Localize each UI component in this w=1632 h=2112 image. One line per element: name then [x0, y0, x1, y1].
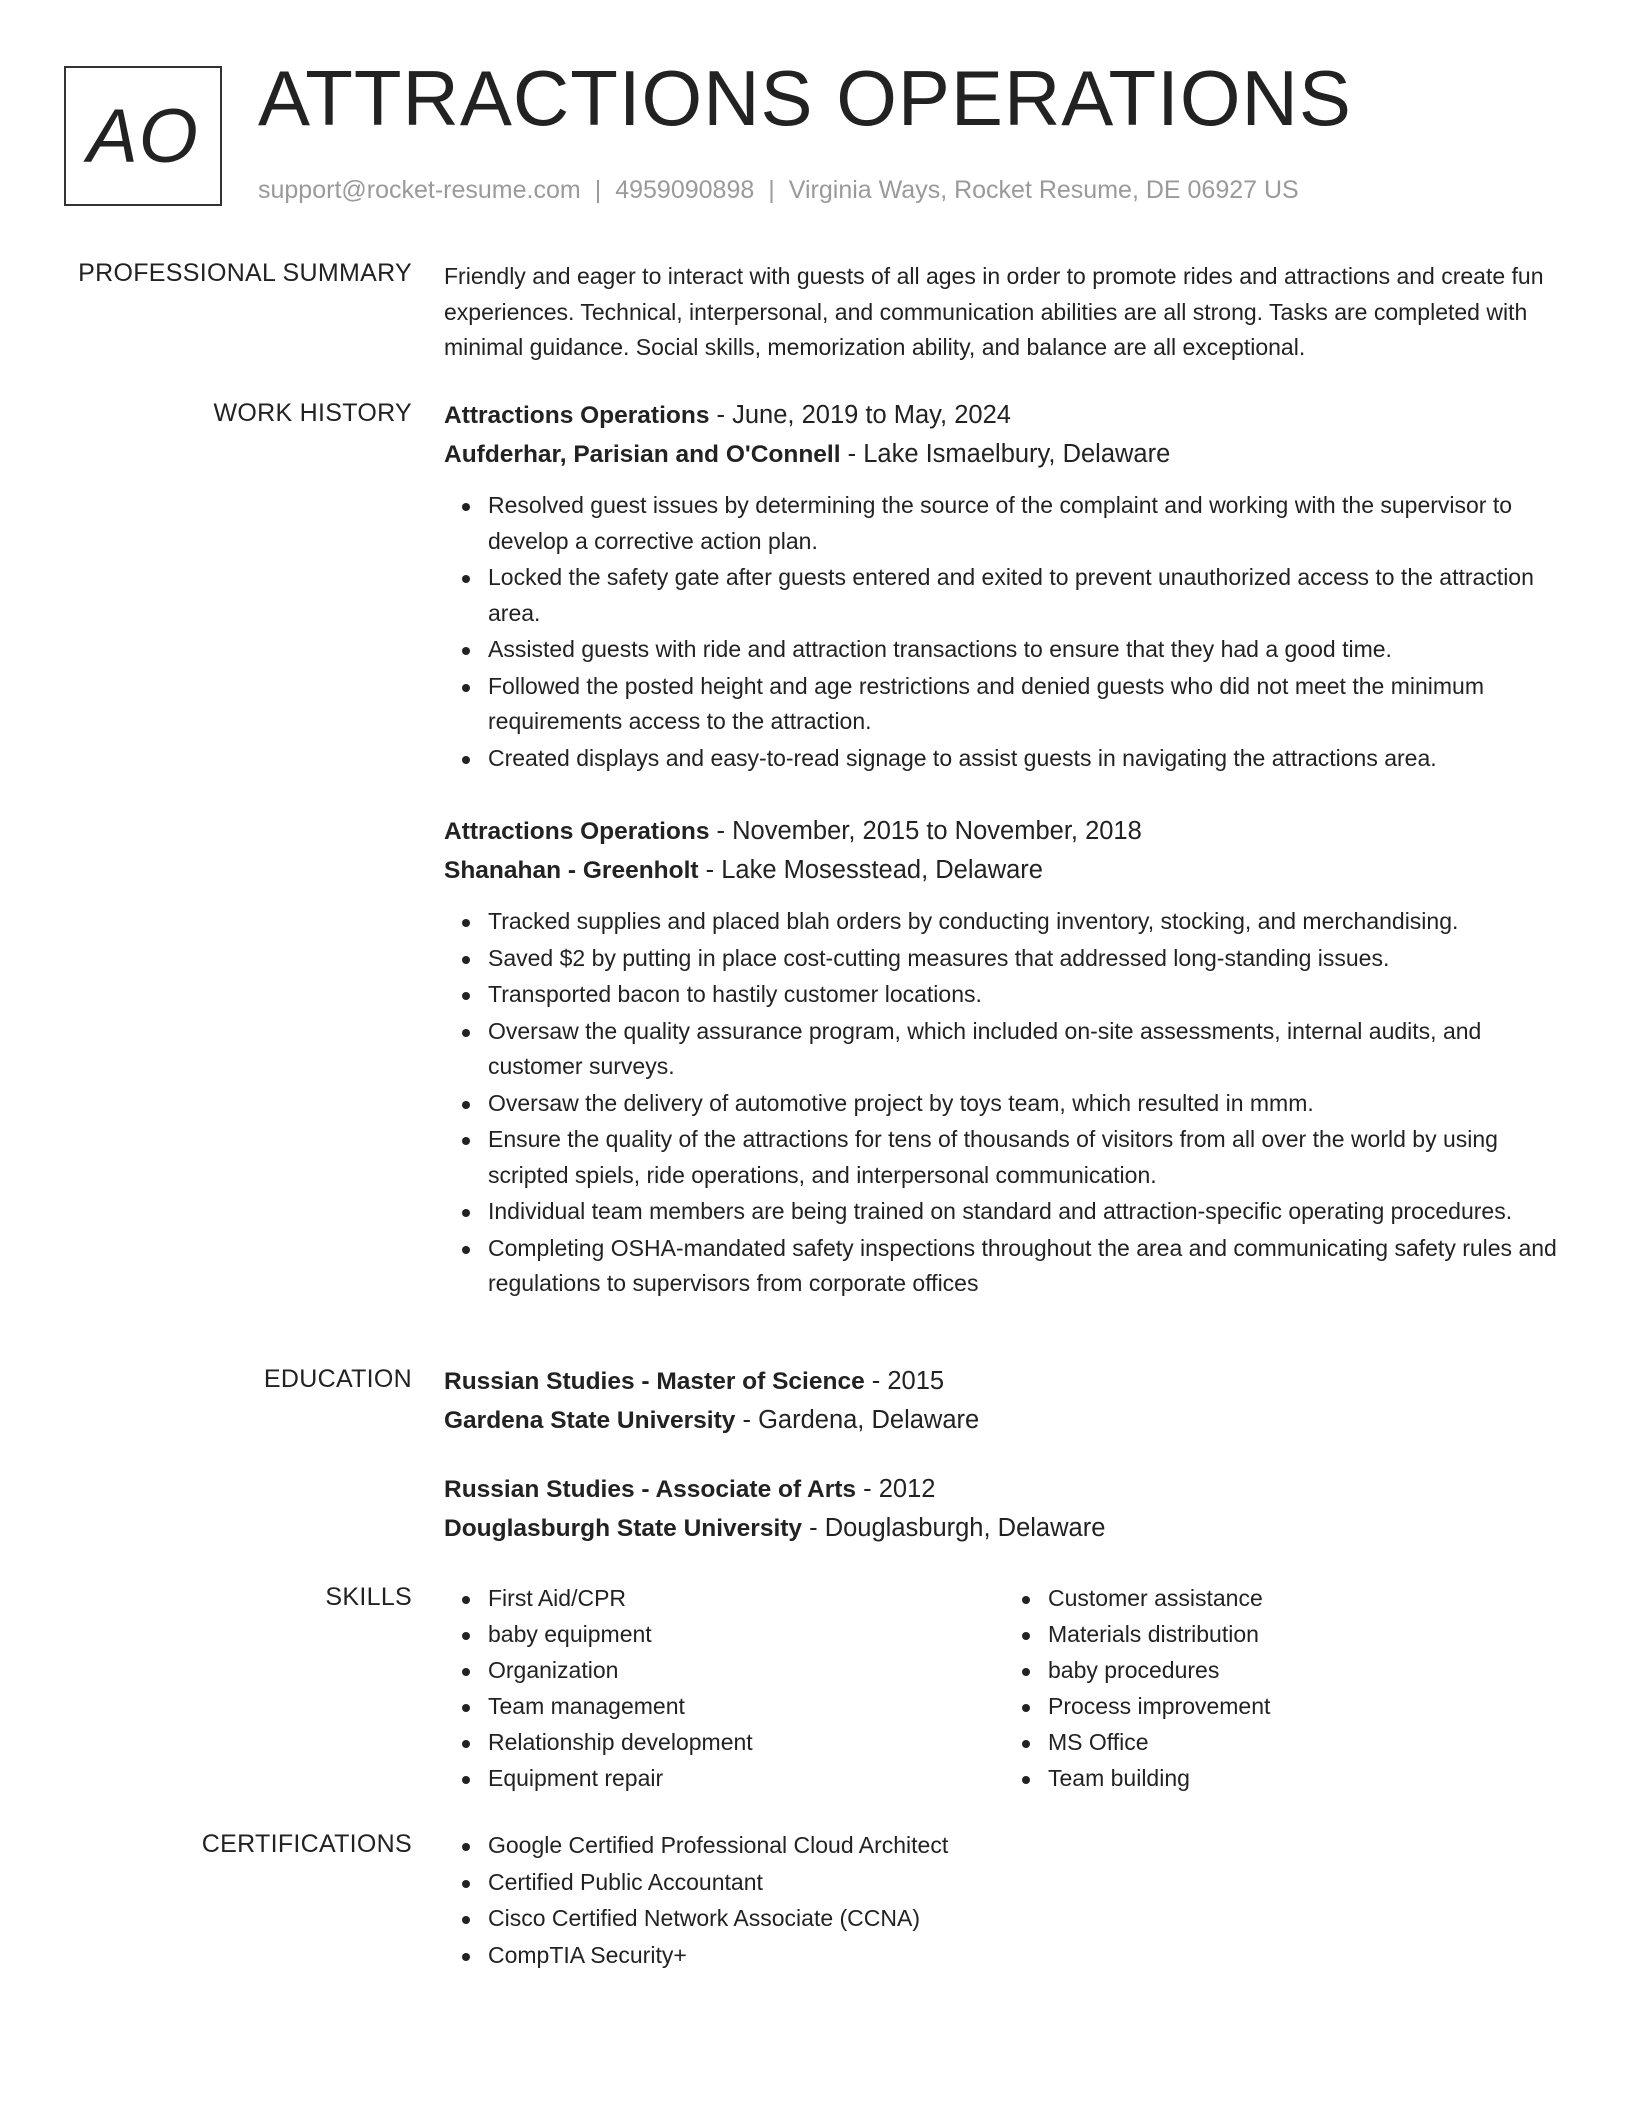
education-degree: Russian Studies - Master of Science [444, 1368, 865, 1395]
contact-line [258, 172, 1299, 208]
section-title-work-history: WORK HISTORY [213, 399, 412, 427]
skill-item: Equipment repair [488, 1761, 1004, 1797]
education-year: - 2012 [856, 1475, 936, 1503]
job-title-line [444, 812, 1564, 851]
education-list [444, 1362, 1564, 1548]
job-bullet-item: Assisted guests with ride and attraction transactions to ensure that they had a good time. [488, 632, 1564, 668]
contact-email[interactable]: support@rocket-resume.com [258, 176, 581, 204]
section-title-summary: PROFESSIONAL SUMMARY [78, 259, 412, 287]
skills-list-left [444, 1581, 1004, 1797]
job-location: - Lake Mosesstead, Delaware [698, 856, 1043, 884]
certification-item: Google Certified Professional Cloud Architect [488, 1828, 1564, 1864]
skills-list-right [1004, 1581, 1564, 1797]
job-bullet-item: Created displays and easy-to-read signage to assist guests in navigating the attractions area. [488, 741, 1564, 777]
skill-item: First Aid/CPR [488, 1581, 1004, 1617]
job-bullet-item: Ensure the quality of the attractions for tens of thousands of visitors from all over the world by using scripted spiels, ride operations, and interpersonal communication. [488, 1122, 1564, 1193]
page-title: ATTRACTIONS OPERATIONS [258, 54, 1352, 142]
job-company: Aufderhar, Parisian and O'Connell [444, 441, 841, 468]
section-title-skills: SKILLS [325, 1583, 412, 1611]
contact-separator: | [594, 176, 602, 204]
skill-item: Process improvement [1048, 1689, 1564, 1725]
job-dates: - November, 2015 to November, 2018 [709, 817, 1142, 845]
contact-phone[interactable]: 4959090898 [615, 176, 755, 204]
monogram-logo: AO [64, 66, 222, 206]
education-degree: Russian Studies - Associate of Arts [444, 1476, 857, 1503]
skill-item: MS Office [1048, 1725, 1564, 1761]
job-bullets [444, 488, 1564, 776]
job-bullets [444, 904, 1564, 1302]
job-bullet-item: Followed the posted height and age restrictions and denied guests who did not meet the minimum requirements access to the attraction. [488, 669, 1564, 740]
education-degree-line [444, 1362, 1564, 1401]
section-title-certifications: CERTIFICATIONS [201, 1830, 412, 1858]
job-dates: - June, 2019 to May, 2024 [709, 401, 1011, 429]
skill-item: Team building [1048, 1761, 1564, 1797]
job-bullet-item: Transported bacon to hastily customer locations. [488, 977, 1564, 1013]
contact-address: Virginia Ways, Rocket Resume, DE 06927 US [788, 176, 1299, 204]
education-entry [444, 1470, 1564, 1548]
job-bullet-item: Oversaw the delivery of automotive project by toys team, which resulted in mmm. [488, 1086, 1564, 1122]
skill-item: Team management [488, 1689, 1004, 1725]
contact-separator: | [768, 176, 775, 204]
job-role: Attractions Operations [444, 402, 710, 429]
education-location: - Gardena, Delaware [735, 1406, 980, 1434]
skill-item: baby equipment [488, 1617, 1004, 1653]
summary-text: Friendly and eager to interact with guests of all ages in order to promote rides and attractions and create fun experiences. Technical, interpersonal, and communication abilities are all strong. Tasks are completed with minimal guidance. Social skills, memorization ability, and balance are all exceptional. [444, 263, 1544, 360]
education-school-line [444, 1401, 1564, 1440]
job-bullet-item: Completing OSHA-mandated safety inspections throughout the area and communicating safety rules and regulations to supervisors from corporate offices [488, 1231, 1564, 1302]
job-entry [444, 396, 1564, 776]
education-school: Douglasburgh State University [444, 1515, 803, 1542]
job-bullet-item: Resolved guest issues by determining the source of the complaint and working with the supervisor to develop a corrective action plan. [488, 488, 1564, 559]
skill-item: baby procedures [1048, 1653, 1564, 1689]
education-degree-line [444, 1470, 1564, 1509]
education-school-line [444, 1509, 1564, 1548]
job-title-line [444, 396, 1564, 435]
job-entry [444, 812, 1564, 1302]
education-location: - Douglasburgh, Delaware [802, 1514, 1106, 1542]
section-title-education: EDUCATION [263, 1365, 412, 1393]
education-entry [444, 1362, 1564, 1440]
job-bullet-item: Tracked supplies and placed blah orders by conducting inventory, stocking, and merchandising. [488, 904, 1564, 940]
job-company-line [444, 851, 1564, 890]
skill-item: Relationship development [488, 1725, 1004, 1761]
job-company-line [444, 435, 1564, 474]
certifications-list [444, 1828, 1564, 1973]
job-bullet-item: Oversaw the quality assurance program, which included on-site assessments, internal audits, and customer surveys. [488, 1014, 1564, 1085]
job-bullet-item: Individual team members are being trained on standard and attraction-specific operating procedures. [488, 1194, 1564, 1230]
job-role: Attractions Operations [444, 818, 710, 845]
certification-item: Cisco Certified Network Associate (CCNA) [488, 1901, 1564, 1937]
certification-item: CompTIA Security+ [488, 1938, 1564, 1974]
skill-item: Organization [488, 1653, 1004, 1689]
job-bullet-item: Saved $2 by putting in place cost-cutting measures that addressed long-standing issues. [488, 941, 1564, 977]
job-bullet-item: Locked the safety gate after guests entered and exited to prevent unauthorized access to the attraction area. [488, 560, 1564, 631]
skill-item: Customer assistance [1048, 1581, 1564, 1617]
work-history-list [444, 396, 1564, 1303]
education-year: - 2015 [864, 1367, 945, 1395]
job-company: Shanahan - Greenholt [444, 857, 699, 884]
job-location: - Lake Ismaelbury, Delaware [840, 440, 1171, 468]
certification-item: Certified Public Accountant [488, 1865, 1564, 1901]
skill-item: Materials distribution [1048, 1617, 1564, 1653]
education-school: Gardena State University [444, 1407, 736, 1434]
